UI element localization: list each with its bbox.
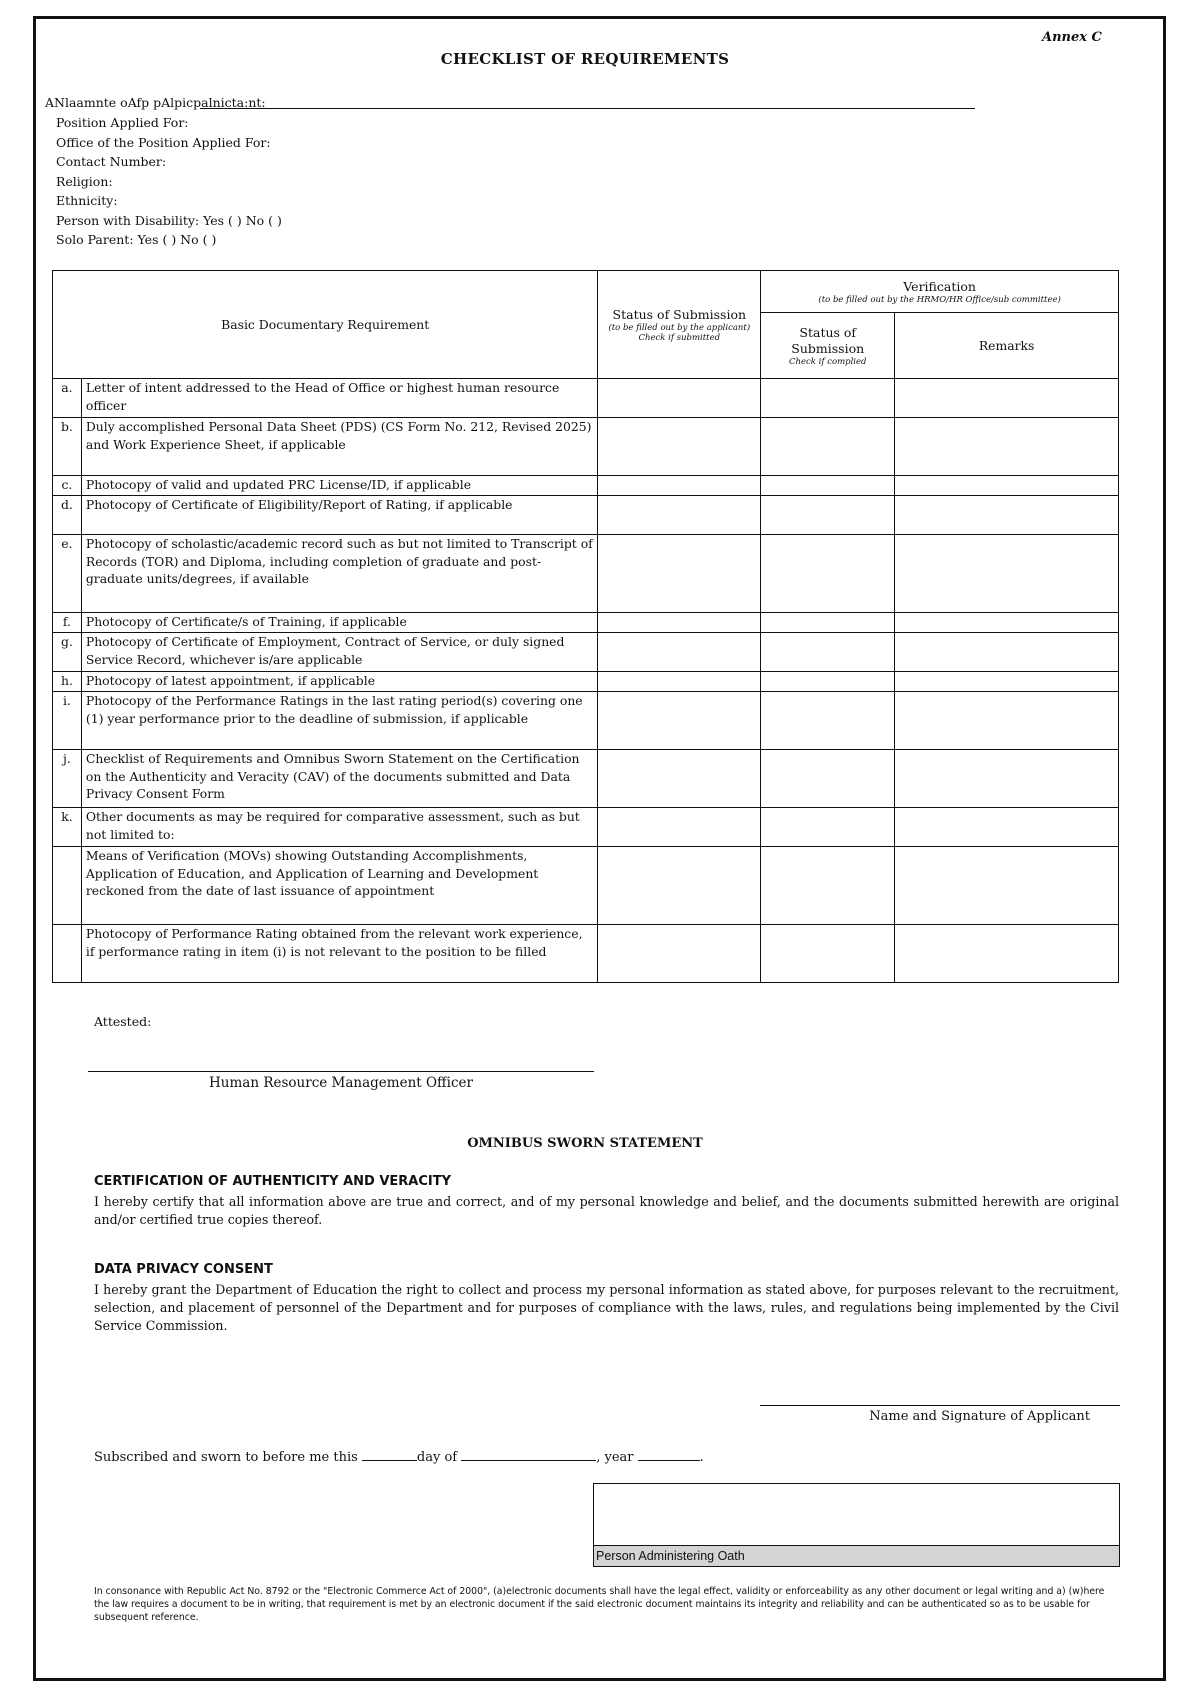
status-cell[interactable]	[598, 613, 761, 633]
header-requirement: Basic Documentary Requirement	[53, 271, 598, 379]
status-cell[interactable]	[598, 476, 761, 496]
applicant-signature-caption: Name and Signature of Applicant	[869, 1409, 1090, 1424]
status-cell[interactable]	[598, 847, 761, 925]
attested-label: Attested:	[94, 1014, 152, 1029]
table-row	[53, 476, 1119, 496]
remarks-cell[interactable]	[895, 692, 1119, 750]
remarks-cell[interactable]	[895, 379, 1119, 418]
row-letter: g.	[53, 633, 82, 672]
sworn-day-field[interactable]	[362, 1448, 417, 1461]
sworn-text-1: Subscribed and sworn to before me this	[94, 1450, 362, 1465]
table-row	[53, 613, 1119, 633]
table-row	[53, 750, 1119, 808]
status-cell[interactable]	[598, 808, 761, 847]
status-cell[interactable]	[598, 750, 761, 808]
verification-cell[interactable]	[761, 379, 895, 418]
status-cell[interactable]	[598, 535, 761, 613]
verification-cell[interactable]	[761, 496, 895, 535]
remarks-cell[interactable]	[895, 808, 1119, 847]
footnote: In consonance with Republic Act No. 8792 or the "Electronic Commerce Act of 2000", (a)electronic documents shall have the legal effect, validity or enforceability as any other document or legal writing and a) (w)here the law requires a document to be in writing, that requirement is met by an electronic document if the said electronic document maintains its integrity and reliability and can be authenticated so as to be usable for subsequent reference.	[94, 1586, 1105, 1623]
table-row	[53, 925, 1119, 983]
remarks-cell[interactable]	[895, 496, 1119, 535]
verification-cell[interactable]	[761, 750, 895, 808]
applicant-signature-line[interactable]	[760, 1405, 1120, 1406]
verification-cell[interactable]	[761, 633, 895, 672]
office-field[interactable]: Office of the Position Applied For:	[56, 134, 271, 150]
row-letter: c.	[53, 476, 82, 496]
table-row	[53, 496, 1119, 535]
name-of-applicant-field[interactable]	[200, 108, 975, 109]
row-requirement: Photocopy of latest appointment, if applicable	[81, 672, 598, 692]
table-row	[53, 418, 1119, 476]
table-row	[53, 633, 1119, 672]
header-status-check: Check if submitted	[638, 332, 721, 343]
row-letter: b.	[53, 418, 82, 476]
sworn-text-3: , year	[596, 1450, 638, 1465]
oath-label: Person Administering Oath	[594, 1545, 1119, 1566]
hrmo-signature-line[interactable]	[88, 1071, 594, 1072]
row-letter: j.	[53, 750, 82, 808]
verification-cell[interactable]	[761, 476, 895, 496]
row-requirement: Letter of intent addressed to the Head of Office or highest human resource officer	[81, 379, 598, 418]
privacy-heading: DATA PRIVACY CONSENT	[94, 1262, 273, 1277]
verification-cell[interactable]	[761, 672, 895, 692]
row-letter: h.	[53, 672, 82, 692]
status-cell[interactable]	[598, 496, 761, 535]
header-status-note: (to be filled out by the applicant)	[608, 322, 751, 333]
name-of-applicant-label: ANlaamnte oAfp pAlpicpalnicta:nt:	[45, 95, 266, 110]
remarks-cell[interactable]	[895, 476, 1119, 496]
status-cell[interactable]	[598, 379, 761, 418]
cav-text: I hereby certify that all information above are true and correct, and of my personal knowledge and belief, and the documents submitted herewith are original and/or certified true copies thereof.	[94, 1194, 1119, 1227]
religion-field[interactable]: Religion:	[56, 173, 113, 189]
position-applied-field[interactable]: Position Applied For:	[56, 115, 189, 130]
row-requirement: Photocopy of the Performance Ratings in the last rating period(s) covering one (1) year performance prior to the deadline of submission, if applicable	[81, 692, 598, 750]
remarks-cell[interactable]	[895, 418, 1119, 476]
header-remarks: Remarks	[895, 313, 1119, 379]
header-v-status	[761, 313, 895, 379]
table-row	[53, 672, 1119, 692]
row-requirement: Checklist of Requirements and Omnibus Sworn Statement on the Certification on the Authenticity and Veracity (CAV) of the documents submitted and Data Privacy Consent Form	[81, 750, 598, 808]
status-cell[interactable]	[598, 633, 761, 672]
header-v-status-title: Status of Submission	[791, 324, 865, 356]
status-cell[interactable]	[598, 672, 761, 692]
sworn-month-field[interactable]	[461, 1448, 596, 1461]
requirements-table	[52, 270, 1119, 983]
page-title: CHECKLIST OF REQUIREMENTS	[440, 50, 730, 68]
sworn-text-4: .	[699, 1450, 704, 1465]
row-requirement: Photocopy of valid and updated PRC License/ID, if applicable	[81, 476, 598, 496]
table-row	[53, 379, 1119, 418]
table-row	[53, 535, 1119, 613]
row-letter: k.	[53, 808, 82, 847]
omnibus-title: OMNIBUS SWORN STATEMENT	[467, 1136, 703, 1151]
row-letter: e.	[53, 535, 82, 613]
remarks-cell[interactable]	[895, 633, 1119, 672]
hrmo-signature-caption: Human Resource Management Officer	[209, 1075, 473, 1091]
verification-cell[interactable]	[761, 535, 895, 613]
verification-cell[interactable]	[761, 613, 895, 633]
row-letter: a.	[53, 379, 82, 418]
pwd-field[interactable]: Person with Disability: Yes ( ) No ( )	[56, 212, 282, 228]
ethnicity-field[interactable]: Ethnicity:	[56, 193, 118, 208]
row-letter: f.	[53, 613, 82, 633]
row-requirement: Photocopy of Certificate of Eligibility/Report of Rating, if applicable	[81, 496, 598, 535]
header-status-title: Status of Submission	[612, 306, 747, 322]
privacy-text: I hereby grant the Department of Education the right to collect and process my personal information as stated above, for purposes relevant to the recruitment, selection, and placement of personnel of the Department and for purposes of compliance with the laws, rules, and regulations being implemented by the Civil Service Commission.	[94, 1282, 1119, 1333]
verification-cell[interactable]	[761, 808, 895, 847]
verification-cell[interactable]	[761, 692, 895, 750]
annex-label: Annex C	[1042, 30, 1102, 45]
table-row	[53, 808, 1119, 847]
row-letter	[53, 925, 82, 983]
solo-parent-field[interactable]: Solo Parent: Yes ( ) No ( )	[56, 232, 217, 247]
header-verification	[761, 271, 1119, 313]
row-letter	[53, 847, 82, 925]
header-v-check: Check if complied	[789, 356, 867, 367]
row-requirement: Photocopy of scholastic/academic record such as but not limited to Transcript of Records (TOR) and Diploma, including completion of graduate and post-graduate units/degrees, if available	[81, 535, 598, 613]
header-status	[598, 271, 761, 379]
row-requirement: Photocopy of Performance Rating obtained from the relevant work experience, if performance rating in item (i) is not relevant to the position to be filled	[81, 925, 598, 983]
row-requirement: Photocopy of Certificate/s of Training, if applicable	[81, 613, 598, 633]
row-letter: i.	[53, 692, 82, 750]
row-letter: d.	[53, 496, 82, 535]
status-cell[interactable]	[598, 925, 761, 983]
sworn-year-field[interactable]	[638, 1448, 700, 1461]
remarks-cell[interactable]	[895, 535, 1119, 613]
header-verification-title: Verification	[903, 278, 976, 294]
cav-heading: CERTIFICATION OF AUTHENTICITY AND VERACITY	[94, 1174, 452, 1189]
status-cell[interactable]	[598, 692, 761, 750]
sworn-statement	[94, 1448, 704, 1465]
table-row	[53, 847, 1119, 925]
verification-cell[interactable]	[761, 847, 895, 925]
remarks-cell[interactable]	[895, 750, 1119, 808]
remarks-cell[interactable]	[895, 925, 1119, 983]
status-cell[interactable]	[598, 418, 761, 476]
contact-number-field[interactable]: Contact Number:	[56, 154, 167, 169]
row-requirement: Means of Verification (MOVs) showing Outstanding Accomplishments, Application of Education, and Application of Learning and Development reckoned from the date of last issuance of appointment	[81, 847, 598, 925]
verification-cell[interactable]	[761, 925, 895, 983]
sworn-text-2: day of	[416, 1450, 462, 1465]
table-row	[53, 692, 1119, 750]
remarks-cell[interactable]	[895, 672, 1119, 692]
remarks-cell[interactable]	[895, 847, 1119, 925]
row-requirement: Other documents as may be required for comparative assessment, such as but not limited to:	[81, 808, 598, 847]
row-requirement: Photocopy of Certificate of Employment, Contract of Service, or duly signed Service Record, whichever is/are applicable	[81, 633, 598, 672]
remarks-cell[interactable]	[895, 613, 1119, 633]
row-requirement: Duly accomplished Personal Data Sheet (PDS) (CS Form No. 212, Revised 2025) and Work Experience Sheet, if applicable	[81, 418, 598, 476]
applicant-info	[56, 113, 282, 250]
verification-cell[interactable]	[761, 418, 895, 476]
oath-box[interactable]	[593, 1483, 1120, 1567]
header-verification-note: (to be filled out by the HRMO/HR Office/sub committee)	[818, 294, 1061, 305]
